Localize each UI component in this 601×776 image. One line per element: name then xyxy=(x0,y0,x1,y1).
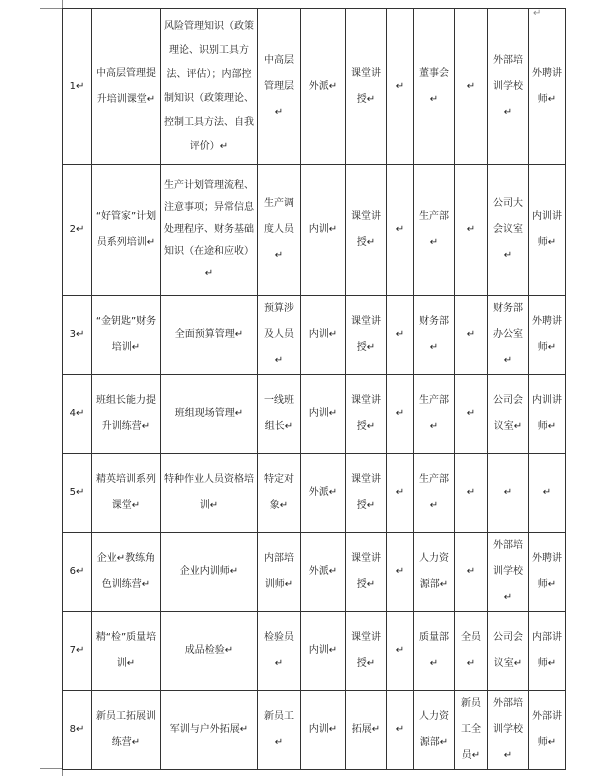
table-row xyxy=(63,454,566,533)
table-row xyxy=(63,165,566,296)
training-content-cell[interactable]: 成品检验↵ xyxy=(161,612,258,691)
end-of-row-mark: ↵ xyxy=(533,8,542,19)
training-type-cell[interactable]: 内训↵ xyxy=(301,165,346,296)
training-content-cell[interactable]: 军训与户外拓展↵ xyxy=(161,691,258,770)
participants-cell[interactable]: 新员工全员↵ xyxy=(455,691,488,770)
training-location-cell[interactable]: 外部培训学校↵ xyxy=(488,691,529,770)
training-method-cell[interactable]: 课堂讲授↵ xyxy=(346,612,387,691)
training-location-cell[interactable]: ↵ xyxy=(488,454,529,533)
row-number-cell[interactable]: 2↵ xyxy=(63,165,92,296)
table-row xyxy=(63,9,566,165)
table-row xyxy=(63,296,566,375)
training-method-cell[interactable]: 课堂讲授↵ xyxy=(346,454,387,533)
lecturer-cell[interactable]: 外聘讲师↵ xyxy=(529,9,566,165)
target-audience-cell[interactable]: 检验员↵ xyxy=(258,612,301,691)
blank-cell-cell[interactable]: ↵ xyxy=(387,9,414,165)
table-row xyxy=(63,691,566,770)
training-method-cell[interactable]: 课堂讲授↵ xyxy=(346,165,387,296)
training-location-cell[interactable]: 外部培训学校↵ xyxy=(488,9,529,165)
participants-cell[interactable]: ↵ xyxy=(455,454,488,533)
organizing-dept-cell[interactable]: 生产部↵ xyxy=(414,375,455,454)
target-audience-cell[interactable]: 内部培训师↵ xyxy=(258,533,301,612)
row-number-cell[interactable]: 4↵ xyxy=(63,375,92,454)
training-item-cell[interactable]: “金钥匙”财务培训↵ xyxy=(92,296,161,375)
blank-cell-cell[interactable]: ↵ xyxy=(387,375,414,454)
table-row xyxy=(63,533,566,612)
lecturer-cell[interactable]: 内训讲师↵ xyxy=(529,375,566,454)
training-location-cell[interactable]: 公司会议室↵ xyxy=(488,612,529,691)
lecturer-cell[interactable]: 内部讲师↵ xyxy=(529,612,566,691)
organizing-dept-cell[interactable]: 人力资源部↵ xyxy=(414,533,455,612)
training-type-cell[interactable]: 外派↵ xyxy=(301,533,346,612)
blank-cell-cell[interactable]: ↵ xyxy=(387,533,414,612)
training-content-cell[interactable]: 全面预算管理↵ xyxy=(161,296,258,375)
participants-cell[interactable]: ↵ xyxy=(455,165,488,296)
training-content-cell[interactable]: 特种作业人员资格培训↵ xyxy=(161,454,258,533)
training-type-cell[interactable]: 内训↵ xyxy=(301,691,346,770)
lecturer-cell[interactable]: 外部讲师↵ xyxy=(529,691,566,770)
row-number-cell[interactable]: 5↵ xyxy=(63,454,92,533)
row-number-cell[interactable]: 6↵ xyxy=(63,533,92,612)
lecturer-cell[interactable]: ↵ xyxy=(529,454,566,533)
row-number-cell[interactable]: 3↵ xyxy=(63,296,92,375)
lecturer-cell[interactable]: 外聘讲师↵ xyxy=(529,533,566,612)
blank-cell-cell[interactable]: ↵ xyxy=(387,454,414,533)
organizing-dept-cell[interactable]: 生产部↵ xyxy=(414,454,455,533)
target-audience-cell[interactable]: 新员工↵ xyxy=(258,691,301,770)
lecturer-cell[interactable]: 内训讲师↵ xyxy=(529,165,566,296)
row-number-cell[interactable]: 7↵ xyxy=(63,612,92,691)
training-method-cell[interactable]: 课堂讲授↵ xyxy=(346,375,387,454)
participants-cell[interactable]: 全员↵ xyxy=(455,612,488,691)
training-method-cell[interactable]: 课堂讲授↵ xyxy=(346,9,387,165)
training-content-cell[interactable]: 风险管理知识（政策理论、识别工具方法、评估）；内部控制知识（政策理论、控制工具方法、自我评价）↵ xyxy=(161,9,258,165)
training-type-cell[interactable]: 内训↵ xyxy=(301,612,346,691)
blank-cell-cell[interactable]: ↵ xyxy=(387,296,414,375)
training-method-cell[interactable]: 拓展↵ xyxy=(346,691,387,770)
training-plan-table xyxy=(62,8,566,770)
training-method-cell[interactable]: 课堂讲授↵ xyxy=(346,296,387,375)
training-location-cell[interactable]: 公司大会议室↵ xyxy=(488,165,529,296)
participants-cell[interactable]: ↵ xyxy=(455,375,488,454)
training-location-cell[interactable]: 外部培训学校↵ xyxy=(488,533,529,612)
training-content-cell[interactable]: 生产计划管理流程、注意事项；异常信息处理程序、财务基础知识（在途和应收）↵ xyxy=(161,165,258,296)
table-row xyxy=(63,375,566,454)
training-location-cell[interactable]: 财务部办公室↵ xyxy=(488,296,529,375)
target-audience-cell[interactable]: 生产调度人员↵ xyxy=(258,165,301,296)
target-audience-cell[interactable]: 特定对象↵ xyxy=(258,454,301,533)
target-audience-cell[interactable]: 中高层管理层↵ xyxy=(258,9,301,165)
training-item-cell[interactable]: “好管家”计划员系列培训↵ xyxy=(92,165,161,296)
organizing-dept-cell[interactable]: 生产部↵ xyxy=(414,165,455,296)
training-item-cell[interactable]: 新员工拓展训练营↵ xyxy=(92,691,161,770)
blank-cell-cell[interactable]: ↵ xyxy=(387,612,414,691)
row-number-cell[interactable]: 8↵ xyxy=(63,691,92,770)
training-method-cell[interactable]: 课堂讲授↵ xyxy=(346,533,387,612)
training-type-cell[interactable]: 内训↵ xyxy=(301,375,346,454)
organizing-dept-cell[interactable]: 财务部↵ xyxy=(414,296,455,375)
training-content-cell[interactable]: 班组现场管理↵ xyxy=(161,375,258,454)
organizing-dept-cell[interactable]: 人力资源部↵ xyxy=(414,691,455,770)
target-audience-cell[interactable]: 一线班组长↵ xyxy=(258,375,301,454)
blank-cell-cell[interactable]: ↵ xyxy=(387,165,414,296)
organizing-dept-cell[interactable]: 董事会↵ xyxy=(414,9,455,165)
training-type-cell[interactable]: 内训↵ xyxy=(301,296,346,375)
training-item-cell[interactable]: 企业↵教练角色训练营↵ xyxy=(92,533,161,612)
crop-mark-top-left xyxy=(40,0,63,9)
training-content-cell[interactable]: 企业内训师↵ xyxy=(161,533,258,612)
target-audience-cell[interactable]: 预算涉及人员↵ xyxy=(258,296,301,375)
training-location-cell[interactable]: 公司会议室↵ xyxy=(488,375,529,454)
training-item-cell[interactable]: 班组长能力提升训练营↵ xyxy=(92,375,161,454)
training-type-cell[interactable]: 外派↵ xyxy=(301,454,346,533)
training-item-cell[interactable]: 中高层管理提升培训课堂↵ xyxy=(92,9,161,165)
row-number-cell[interactable]: 1↵ xyxy=(63,9,92,165)
training-item-cell[interactable]: 精英培训系列课堂↵ xyxy=(92,454,161,533)
lecturer-cell[interactable]: 外聘讲师↵ xyxy=(529,296,566,375)
training-item-cell[interactable]: 精“检”质量培训↵ xyxy=(92,612,161,691)
participants-cell[interactable]: ↵ xyxy=(455,9,488,165)
blank-cell-cell[interactable]: ↵ xyxy=(387,691,414,770)
table-row xyxy=(63,612,566,691)
training-type-cell[interactable]: 外派↵ xyxy=(301,9,346,165)
participants-cell[interactable]: ↵ xyxy=(455,296,488,375)
participants-cell[interactable]: ↵ xyxy=(455,533,488,612)
organizing-dept-cell[interactable]: 质量部↵ xyxy=(414,612,455,691)
